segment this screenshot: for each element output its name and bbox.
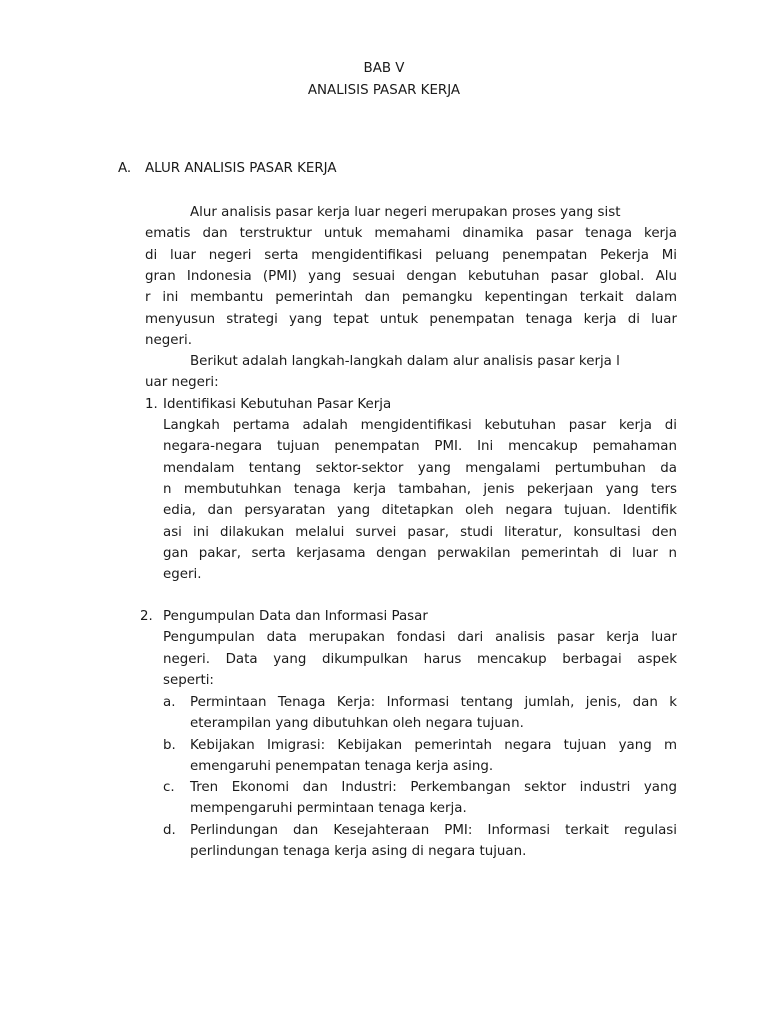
step-title: Identifikasi Kebutuhan Pasar Kerja xyxy=(163,397,392,412)
step-line: negeri. Data yang dikumpulkan harus mencakup berbagai aspek xyxy=(163,652,677,667)
steps-intro-line: Berikut adalah langkah-langkah dalam alur analisis pasar kerja l xyxy=(190,354,620,369)
list-item-line: eterampilan yang dibutuhkan oleh negara tujuan. xyxy=(190,716,524,731)
step-line: asi ini dilakukan melalui survei pasar, studi literatur, konsultasi den xyxy=(163,525,677,540)
step-line: negara-negara tujuan penempatan PMI. Ini mencakup pemahaman xyxy=(163,439,677,454)
intro-line: di luar negeri serta mengidentifikasi peluang penempatan Pekerja Mi xyxy=(145,248,677,263)
chapter-title: ANALISIS PASAR KERJA xyxy=(307,83,461,98)
intro-line: r ini membantu pemerintah dan pemangku kepentingan terkait dalam xyxy=(145,290,677,305)
list-item-line: Permintaan Tenaga Kerja: Informasi tentang jumlah, jenis, dan k xyxy=(190,695,677,710)
section-title: ALUR ANALISIS PASAR KERJA xyxy=(145,161,337,176)
list-item-line: perlindungan tenaga kerja asing di negara tujuan. xyxy=(190,844,527,859)
step-line: egeri. xyxy=(163,567,202,582)
step-line: Pengumpulan data merupakan fondasi dari analisis pasar kerja luar xyxy=(163,630,677,645)
intro-line: menyusun strategi yang tepat untuk penempatan tenaga kerja di luar xyxy=(145,312,677,327)
step-marker: 1. xyxy=(145,397,158,412)
step-line: edia, dan persyaratan yang ditetapkan oleh negara tujuan. Identifik xyxy=(163,503,677,518)
step-line: mendalam tentang sektor-sektor yang mengalami pertumbuhan da xyxy=(163,461,677,476)
intro-line: gran Indonesia (PMI) yang sesuai dengan kebutuhan pasar global. Alu xyxy=(145,269,677,284)
list-item-marker: b. xyxy=(163,738,176,753)
list-item-line: emengaruhi penempatan tenaga kerja asing. xyxy=(190,759,494,774)
step-line: gan pakar, serta kerjasama dengan perwakilan pemerintah di luar n xyxy=(163,546,677,561)
list-item-marker: c. xyxy=(163,780,175,795)
intro-line: Alur analisis pasar kerja luar negeri merupakan proses yang sist xyxy=(190,205,621,220)
list-item-marker: d. xyxy=(163,823,176,838)
section-marker: A. xyxy=(118,161,132,176)
step-marker: 2. xyxy=(140,609,153,624)
step-line: seperti: xyxy=(163,673,214,688)
list-item-line: Kebijakan Imigrasi: Kebijakan pemerintah negara tujuan yang m xyxy=(190,738,677,753)
intro-line: negeri. xyxy=(145,333,192,348)
list-item-line: mempengaruhi permintaan tenaga kerja. xyxy=(190,801,467,816)
list-item-line: Tren Ekonomi dan Industri: Perkembangan sektor industri yang xyxy=(190,780,677,795)
list-item-marker: a. xyxy=(163,695,176,710)
intro-line: ematis dan terstruktur untuk memahami dinamika pasar tenaga kerja xyxy=(145,226,677,241)
step-title: Pengumpulan Data dan Informasi Pasar xyxy=(163,609,428,624)
steps-intro-line: uar negeri: xyxy=(145,375,219,390)
list-item-line: Perlindungan dan Kesejahteraan PMI: Informasi terkait regulasi xyxy=(190,823,677,838)
chapter-label: BAB V xyxy=(363,61,405,76)
step-line: n membutuhkan tenaga kerja tambahan, jenis pekerjaan yang ters xyxy=(163,482,677,497)
step-line: Langkah pertama adalah mengidentifikasi kebutuhan pasar kerja di xyxy=(163,418,677,433)
